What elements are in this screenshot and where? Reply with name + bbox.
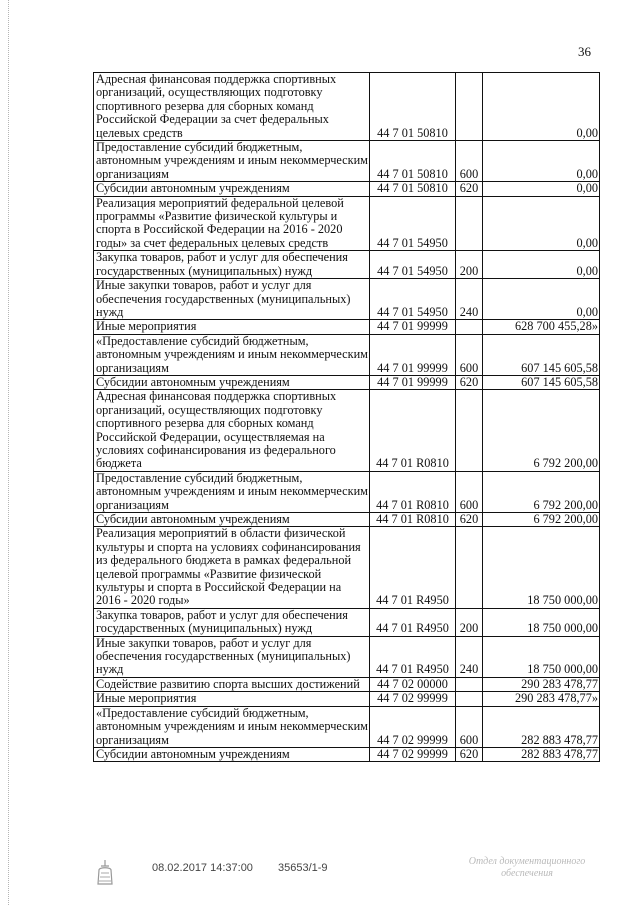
row-vr-cell xyxy=(456,320,483,334)
row-name-cell: Иные мероприятия xyxy=(94,320,370,334)
row-amount-cell: 607 145 605,58 xyxy=(483,375,600,389)
row-vr-cell xyxy=(456,196,483,251)
row-name-cell: Реализация мероприятий в области физической культуры и спорта на условиях софинансирования из федерального бюджета в рамках федеральной целевой программы «Развитие физической культуры и спорта в Российской Федерации на 2016 - 2020 годы» xyxy=(94,527,370,608)
row-name-cell: «Предоставление субсидий бюджетным, автономным учреждениям и иным некоммерческим организациям xyxy=(94,334,370,375)
row-amount-cell: 6 792 200,00 xyxy=(483,513,600,527)
row-vr-cell xyxy=(456,677,483,691)
table-row xyxy=(94,73,600,141)
table-row xyxy=(94,706,600,747)
table-row xyxy=(94,279,600,320)
row-vr-cell: 200 xyxy=(456,251,483,279)
row-amount-cell: 6 792 200,00 xyxy=(483,471,600,512)
table-row xyxy=(94,320,600,334)
row-name-cell: Иные закупки товаров, работ и услуг для обеспечения государственных (муниципальных) нужд xyxy=(94,279,370,320)
row-vr-cell: 620 xyxy=(456,513,483,527)
row-name-cell: Предоставление субсидий бюджетным, автономным учреждениям и иным некоммерческим организациям xyxy=(94,471,370,512)
row-amount-cell: 607 145 605,58 xyxy=(483,334,600,375)
row-code-cell: 44 7 01 R0810 xyxy=(370,513,456,527)
row-code-cell: 44 7 02 99999 xyxy=(370,692,456,706)
stamp-line-2: обеспечения xyxy=(501,868,553,879)
row-code-cell: 44 7 01 R4950 xyxy=(370,636,456,677)
row-amount-cell: 18 750 000,00 xyxy=(483,608,600,636)
table-row xyxy=(94,692,600,706)
row-name-cell: Предоставление субсидий бюджетным, автономным учреждениям и иным некоммерческим организациям xyxy=(94,141,370,182)
row-code-cell: 44 7 01 R0810 xyxy=(370,471,456,512)
row-amount-cell: 290 283 478,77» xyxy=(483,692,600,706)
row-vr-cell xyxy=(456,692,483,706)
row-name-cell: Адресная финансовая поддержка спортивных организаций, осуществляющих подготовку спортивного резерва для сборных команд Российской Федерации за счет федеральных целевых средств xyxy=(94,73,370,141)
row-code-cell: 44 7 01 R4950 xyxy=(370,527,456,608)
row-vr-cell xyxy=(456,390,483,471)
row-vr-cell: 620 xyxy=(456,182,483,196)
table-row xyxy=(94,471,600,512)
row-name-cell: Реализация мероприятий федеральной целевой программы «Развитие физической культуры и спорта в Российской Федерации на 2016 - 2020 годы» за счет федеральных целевых средств xyxy=(94,196,370,251)
row-name-cell: Закупка товаров, работ и услуг для обеспечения государственных (муниципальных) нужд xyxy=(94,608,370,636)
row-amount-cell: 290 283 478,77 xyxy=(483,677,600,691)
stamp-line-1: Отдел документационного xyxy=(468,856,586,867)
row-code-cell: 44 7 01 R0810 xyxy=(370,390,456,471)
page-number: 36 xyxy=(578,44,591,59)
department-stamp xyxy=(452,856,602,880)
row-name-cell: Содействие развитию спорта высших достижений xyxy=(94,677,370,691)
table-row xyxy=(94,251,600,279)
row-amount-cell: 282 883 478,77 xyxy=(483,747,600,761)
row-name-cell: «Предоставление субсидий бюджетным, автономным учреждениям и иным некоммерческим организациям xyxy=(94,706,370,747)
row-amount-cell: 0,00 xyxy=(483,141,600,182)
row-amount-cell: 0,00 xyxy=(483,279,600,320)
table-row xyxy=(94,527,600,608)
row-code-cell: 44 7 01 99999 xyxy=(370,375,456,389)
row-code-cell: 44 7 01 54950 xyxy=(370,279,456,320)
row-amount-cell: 18 750 000,00 xyxy=(483,636,600,677)
row-code-cell: 44 7 01 99999 xyxy=(370,334,456,375)
row-code-cell: 44 7 01 50810 xyxy=(370,73,456,141)
row-code-cell: 44 7 01 50810 xyxy=(370,141,456,182)
footer-doc-number: 35653/1-9 xyxy=(278,862,328,874)
row-vr-cell: 600 xyxy=(456,141,483,182)
table-row xyxy=(94,636,600,677)
page-edge-line xyxy=(8,0,10,905)
table-row xyxy=(94,375,600,389)
budget-table xyxy=(93,72,600,762)
table-row xyxy=(94,677,600,691)
footer-timestamp: 08.02.2017 14:37:00 xyxy=(152,862,253,874)
row-vr-cell: 600 xyxy=(456,471,483,512)
row-amount-cell: 6 792 200,00 xyxy=(483,390,600,471)
row-name-cell: Субсидии автономным учреждениям xyxy=(94,513,370,527)
table-row xyxy=(94,747,600,761)
row-amount-cell: 18 750 000,00 xyxy=(483,527,600,608)
row-code-cell: 44 7 02 00000 xyxy=(370,677,456,691)
row-code-cell: 44 7 01 99999 xyxy=(370,320,456,334)
row-name-cell: Закупка товаров, работ и услуг для обеспечения государственных (муниципальных) нужд xyxy=(94,251,370,279)
row-name-cell: Субсидии автономным учреждениям xyxy=(94,375,370,389)
row-code-cell: 44 7 01 54950 xyxy=(370,251,456,279)
row-vr-cell: 620 xyxy=(456,375,483,389)
row-code-cell: 44 7 02 99999 xyxy=(370,706,456,747)
table-row xyxy=(94,334,600,375)
row-name-cell: Адресная финансовая поддержка спортивных организаций, осуществляющих подготовку спортивного резерва для сборных команд Российской Федерации, осуществляемая на условиях софинансирования из федерального бюджета xyxy=(94,390,370,471)
row-code-cell: 44 7 01 50810 xyxy=(370,182,456,196)
table-row xyxy=(94,390,600,471)
row-name-cell: Субсидии автономным учреждениям xyxy=(94,182,370,196)
table-row xyxy=(94,513,600,527)
row-amount-cell: 628 700 455,28» xyxy=(483,320,600,334)
table-row xyxy=(94,182,600,196)
row-amount-cell: 0,00 xyxy=(483,182,600,196)
row-vr-cell: 620 xyxy=(456,747,483,761)
row-vr-cell: 240 xyxy=(456,279,483,320)
row-amount-cell: 0,00 xyxy=(483,73,600,141)
row-amount-cell: 0,00 xyxy=(483,251,600,279)
table-row xyxy=(94,608,600,636)
row-code-cell: 44 7 01 54950 xyxy=(370,196,456,251)
row-name-cell: Субсидии автономным учреждениям xyxy=(94,747,370,761)
emblem-icon xyxy=(94,858,116,888)
row-vr-cell xyxy=(456,527,483,608)
row-name-cell: Иные закупки товаров, работ и услуг для обеспечения государственных (муниципальных) нужд xyxy=(94,636,370,677)
row-vr-cell: 600 xyxy=(456,334,483,375)
row-name-cell: Иные мероприятия xyxy=(94,692,370,706)
row-vr-cell: 600 xyxy=(456,706,483,747)
row-vr-cell xyxy=(456,73,483,141)
row-vr-cell: 240 xyxy=(456,636,483,677)
row-amount-cell: 0,00 xyxy=(483,196,600,251)
row-code-cell: 44 7 02 99999 xyxy=(370,747,456,761)
table-row xyxy=(94,141,600,182)
row-vr-cell: 200 xyxy=(456,608,483,636)
row-code-cell: 44 7 01 R4950 xyxy=(370,608,456,636)
row-amount-cell: 282 883 478,77 xyxy=(483,706,600,747)
table-row xyxy=(94,196,600,251)
